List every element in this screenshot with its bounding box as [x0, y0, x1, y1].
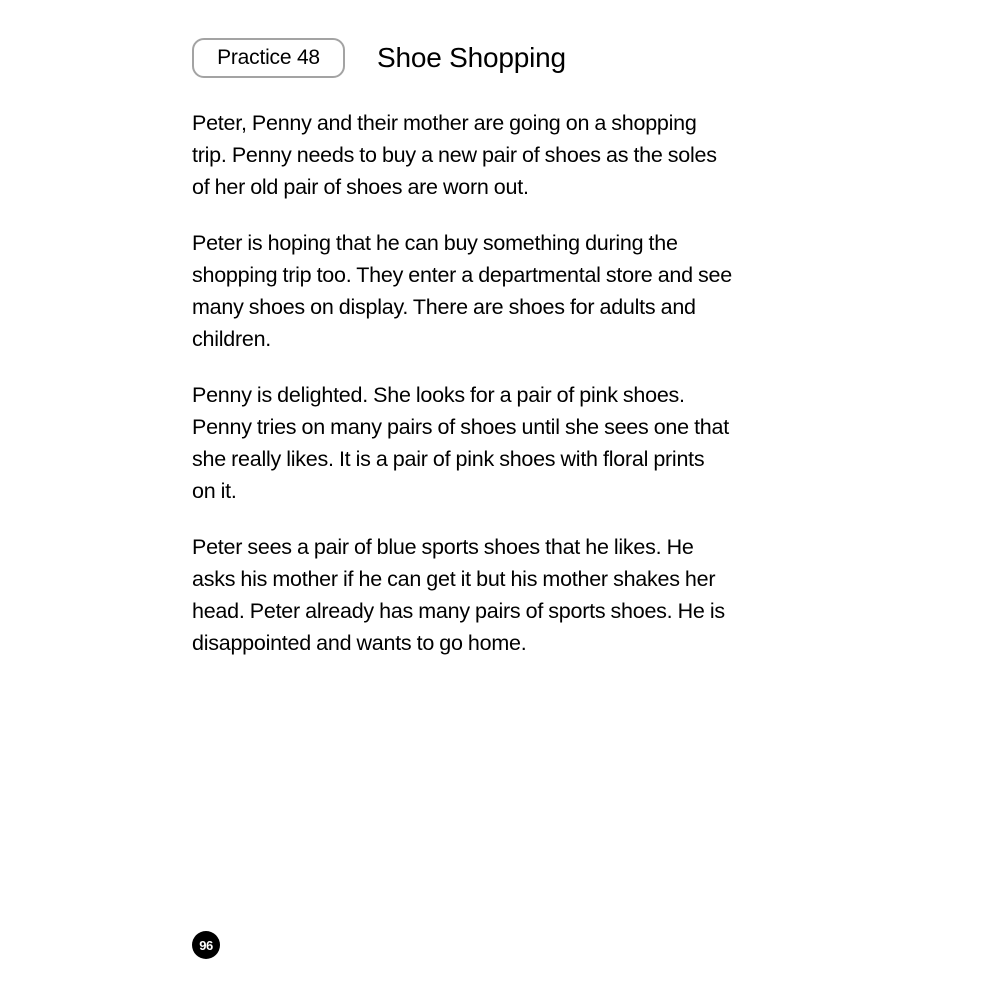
practice-badge: Practice 48: [192, 38, 345, 78]
story-paragraph: Penny is delighted. She looks for a pair of pink shoes. Penny tries on many pairs of shoes until she sees one that she really likes. It is a pair of pink shoes with floral prints on it.: [192, 383, 729, 503]
page-header: [192, 38, 566, 78]
story-text: [192, 107, 732, 683]
story-paragraph: Peter is hoping that he can buy something during the shopping trip too. They enter a departmental store and see many shoes on display. There are shoes for adults and children.: [192, 231, 732, 351]
story-paragraph: Peter sees a pair of blue sports shoes that he likes. He asks his mother if he can get it but his mother shakes her head. Peter already has many pairs of sports shoes. He is disappointed and wants to go home.: [192, 535, 725, 655]
story-paragraph: Peter, Penny and their mother are going on a shopping trip. Penny needs to buy a new pair of shoes as the soles of her old pair of shoes are worn out.: [192, 111, 717, 199]
page-number: 96: [192, 931, 220, 959]
page-title: Shoe Shopping: [377, 42, 566, 73]
